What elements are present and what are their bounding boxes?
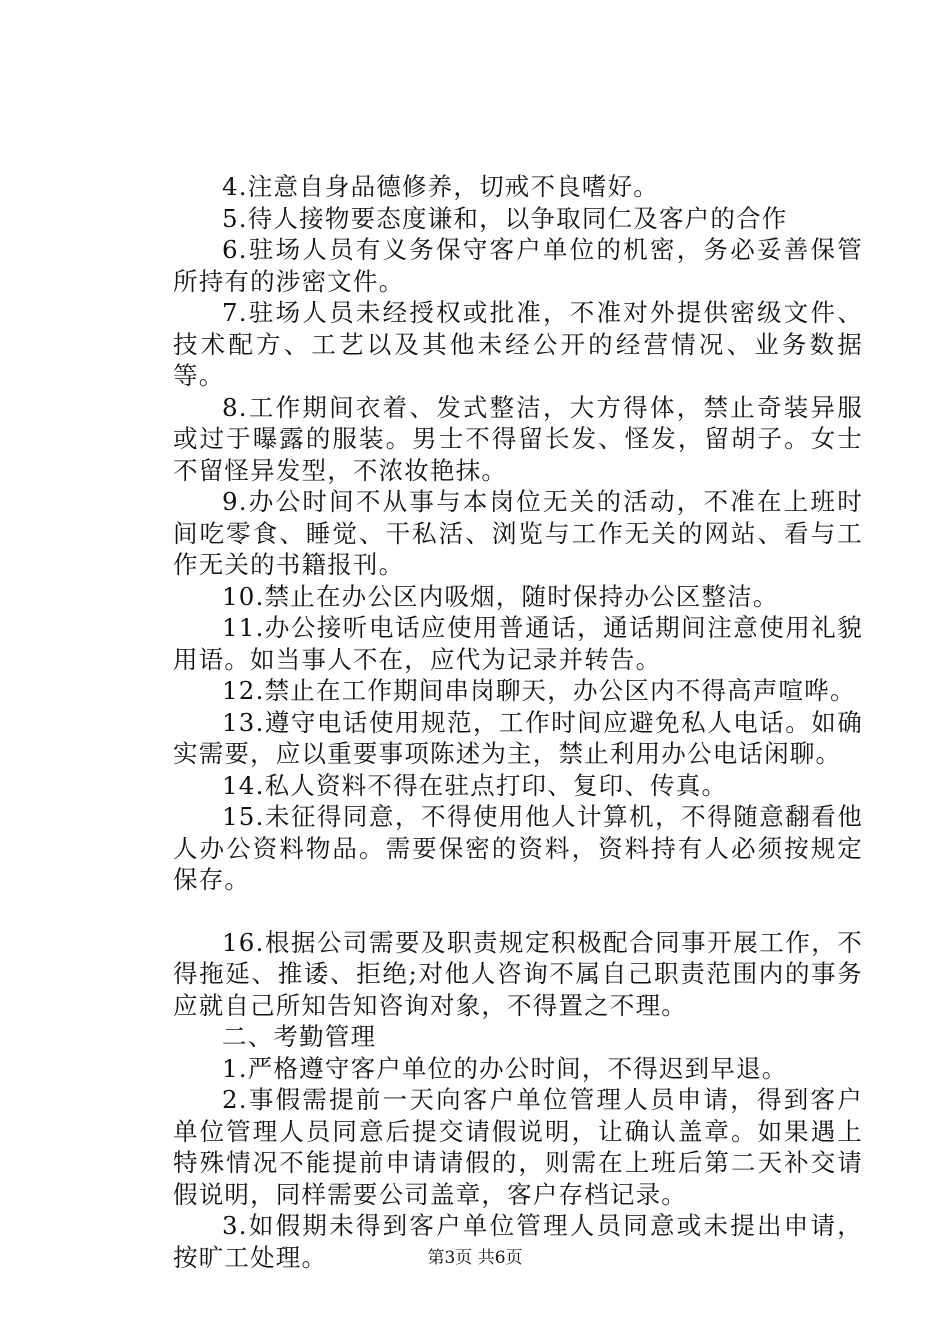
document-body	[173, 171, 863, 1273]
paragraph-13: 13.遵守电话使用规范，工作时间应避免私人电话。如确实需要，应以重要事项陈述为主，禁止利用办公电话闲聊。	[173, 707, 863, 768]
attendance-item-2: 2.事假需提前一天向客户单位管理人员申请，得到客户单位管理人员同意后提交请假说明，让确认盖章。如果遇上特殊情况不能提前申请请假的，则需在上班后第二天补交请假说明，同样需要公司盖章，客户存档记录。	[173, 1085, 863, 1209]
paragraph-4: 4.注意自身品德修养，切戒不良嗜好。	[222, 172, 659, 201]
paragraph-6: 6.驻场人员有义务保守客户单位的机密，务必妥善保管所持有的涉密文件。	[173, 235, 863, 296]
paragraph-16: 16.根据公司需要及职责规定积极配合同事开展工作，不得拖延、推诿、拒绝;对他人咨询不属自己职责范围内的事务应就自己所知告知咨询对象，不得置之不理。	[173, 927, 863, 1020]
paragraph-7: 7.驻场人员未经授权或批准，不准对外提供密级文件、技术配方、工艺以及其他未经公开的经营情况、业务数据等。	[173, 298, 863, 390]
paragraph-11: 11.办公接听电话应使用普通话，通话期间注意使用礼貌用语。如当事人不在，应代为记录并转告。	[173, 613, 863, 674]
paragraph-15: 15.未征得同意，不得使用他人计算机，不得随意翻看他人办公资料物品。需要保密的资料，资料持有人必须按规定保存。	[173, 802, 863, 894]
section-heading-attendance: 二、考勤管理	[222, 1022, 377, 1051]
attendance-item-3: 3.如假期未得到客户单位管理人员同意或未提出申请，按旷工处理。	[173, 1211, 863, 1272]
paragraph-5: 5.待人接物要态度谦和，以争取同仁及客户的合作	[222, 203, 788, 233]
paragraph-9: 9.办公时间不从事与本岗位无关的活动，不准在上班时间吃零食、睡觉、干私活、浏览与工作无关的网站、看与工作无关的书籍报刊。	[173, 487, 863, 579]
paragraph-8: 8.工作期间衣着、发式整洁，大方得体，禁止奇装异服或过于曝露的服装。男士不得留长发、怪发，留胡子。女士不留怪异发型，不浓妆艳抹。	[173, 392, 863, 485]
attendance-item-1: 1.严格遵守客户单位的办公时间，不得迟到早退。	[222, 1053, 788, 1083]
paragraph-10: 10.禁止在办公区内吸烟，随时保持办公区整洁。	[222, 581, 779, 611]
paragraph-14: 14.私人资料不得在驻点打印、复印、传真。	[222, 770, 728, 800]
paragraph-12: 12.禁止在工作期间串岗聊天，办公区内不得高声喧哗。	[222, 676, 856, 705]
page-number-footer: 第3页 共6页	[427, 1248, 523, 1268]
